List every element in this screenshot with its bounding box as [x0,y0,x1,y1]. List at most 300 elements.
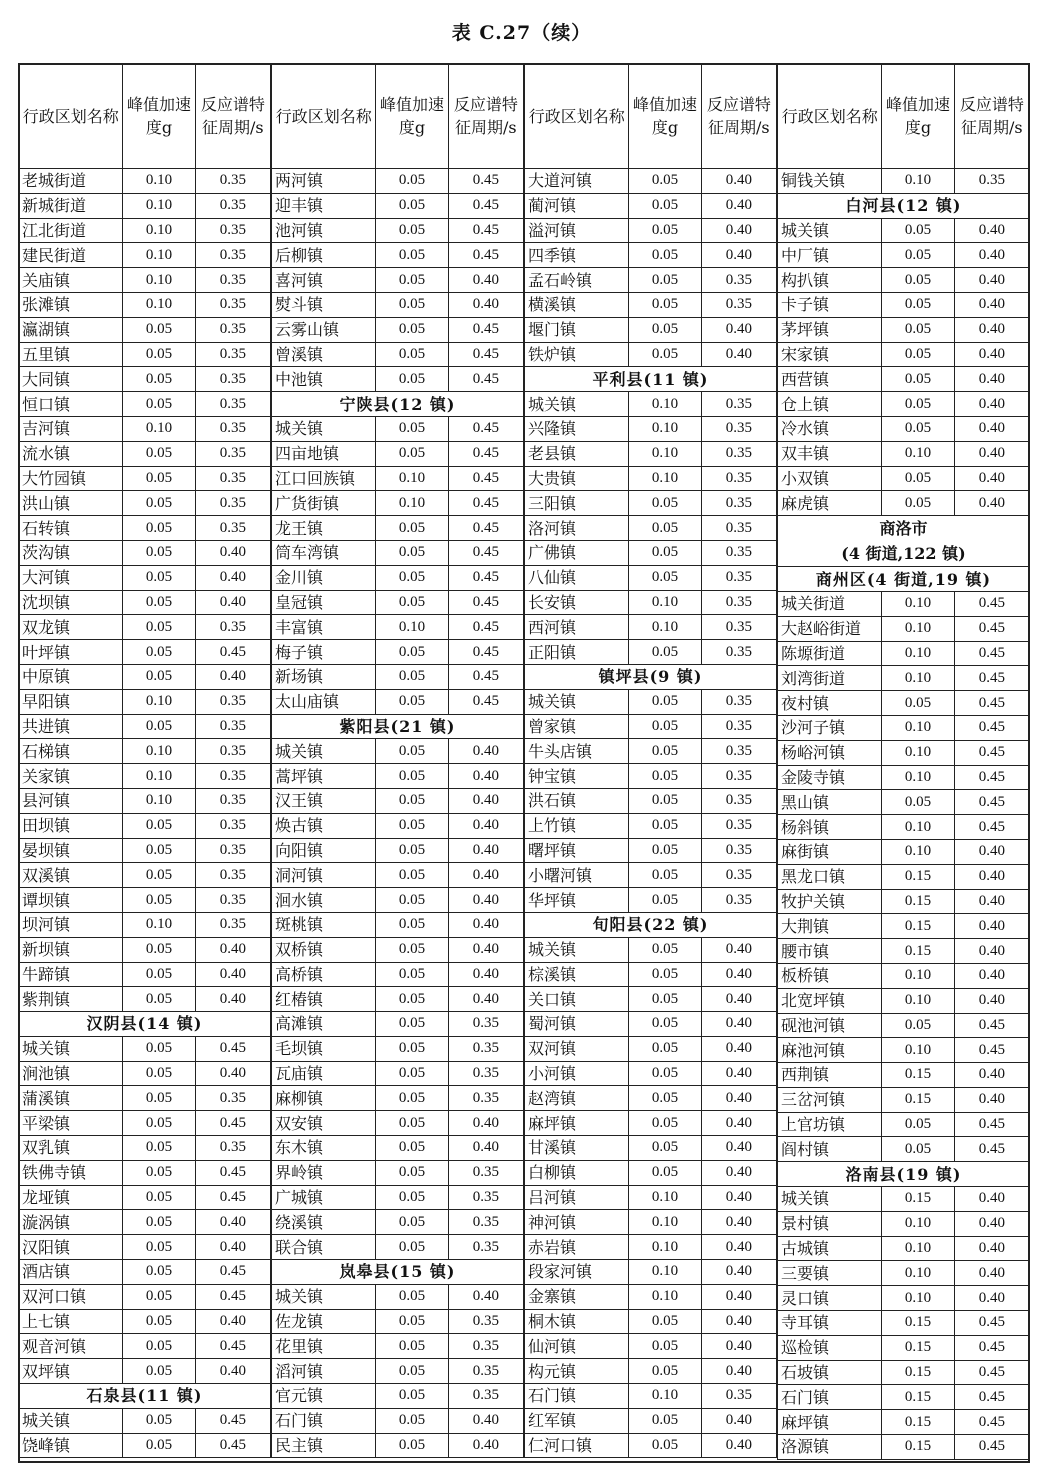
area-name-cell: 城关镇 [272,1284,376,1309]
period-cell: 0.40 [954,243,1029,268]
pga-cell: 0.05 [376,1309,448,1334]
table-row [19,788,271,813]
table-row [778,666,1030,691]
table-row [19,540,271,565]
period-cell: 0.40 [195,540,270,565]
area-name-cell: 观音河镇 [19,1334,123,1359]
area-name-cell: 城关镇 [19,1408,123,1433]
area-name-cell: 城关镇 [19,1036,123,1061]
table-row [778,691,1030,716]
pga-cell: 0.10 [882,740,954,765]
area-name-cell: 老县镇 [525,441,629,466]
pga-cell: 0.15 [882,914,954,939]
table-row [272,1359,524,1384]
table-row [525,292,777,317]
table-row [19,888,271,913]
area-name-cell: 联合镇 [272,1235,376,1260]
pga-cell: 0.10 [882,1038,954,1063]
table-row [778,1112,1030,1137]
period-cell: 0.40 [195,590,270,615]
table-row [19,1309,271,1334]
table-row [778,367,1030,392]
period-cell: 0.35 [195,193,270,218]
area-name-cell: 瓦庙镇 [272,1061,376,1086]
area-name-cell: 四季镇 [525,243,629,268]
area-name-cell: 新城街道 [19,193,123,218]
period-cell: 0.45 [195,1160,270,1185]
period-cell: 0.35 [701,565,776,590]
pga-cell: 0.05 [629,838,701,863]
area-name-cell: 新场镇 [272,664,376,689]
table-row [272,441,524,466]
pga-cell: 0.05 [882,342,954,367]
period-cell: 0.35 [195,863,270,888]
pga-cell: 0.05 [376,912,448,937]
area-name-cell: 杨斜镇 [778,815,882,840]
pga-cell: 0.05 [376,1061,448,1086]
pga-cell: 0.15 [882,1385,954,1410]
area-name-cell: 中原镇 [19,664,123,689]
table-row [272,590,524,615]
period-cell: 0.40 [954,342,1029,367]
period-cell: 0.40 [195,987,270,1012]
period-cell: 0.40 [954,367,1029,392]
table-row [778,1410,1030,1435]
pga-cell: 0.05 [629,689,701,714]
table-row [19,1160,271,1185]
pga-cell: 0.10 [629,1384,701,1409]
area-name-cell: 构扒镇 [778,268,882,293]
pga-cell: 0.05 [123,565,195,590]
period-cell: 0.40 [448,1284,523,1309]
area-name-cell: 熨斗镇 [272,292,376,317]
period-cell: 0.45 [954,1013,1029,1038]
pga-cell: 0.05 [629,788,701,813]
pga-cell: 0.05 [123,1160,195,1185]
table-row [778,815,1030,840]
table-column-3 [524,63,777,1458]
pga-cell: 0.05 [376,416,448,441]
period-cell: 0.35 [195,441,270,466]
period-cell: 0.40 [954,1087,1029,1112]
period-cell: 0.35 [701,1384,776,1409]
header-name: 行政区划名称 [272,64,376,169]
period-cell: 0.45 [195,1284,270,1309]
table-row [778,268,1030,293]
pga-cell: 0.05 [376,1433,448,1458]
area-name-cell: 甘溪镇 [525,1136,629,1161]
period-cell: 0.40 [954,914,1029,939]
pga-cell: 0.05 [123,1111,195,1136]
pga-cell: 0.05 [629,516,701,541]
period-cell: 0.40 [954,1211,1029,1236]
group-header: 紫阳县(21 镇) [272,714,524,739]
period-cell: 0.40 [195,1061,270,1086]
period-cell: 0.40 [195,937,270,962]
table-row [19,441,271,466]
table-row [272,169,524,194]
area-name-cell: 漩涡镇 [19,1210,123,1235]
pga-cell: 0.05 [376,888,448,913]
pga-cell: 0.05 [882,317,954,342]
period-cell: 0.40 [195,1210,270,1235]
pga-cell: 0.05 [882,790,954,815]
pga-cell: 0.10 [123,739,195,764]
table-row [525,1284,777,1309]
pga-cell: 0.15 [882,864,954,889]
period-cell: 0.35 [195,169,270,194]
area-name-cell: 三阳镇 [525,491,629,516]
period-cell: 0.40 [701,987,776,1012]
pga-cell: 0.05 [123,1235,195,1260]
pga-cell: 0.05 [123,714,195,739]
header-pga: 峰值加速度g [882,64,954,169]
header-period: 反应谱特征周期/s [954,64,1029,169]
period-cell: 0.40 [701,962,776,987]
area-name-cell: 汉王镇 [272,788,376,813]
pga-cell: 0.05 [882,491,954,516]
pga-cell: 0.05 [882,1013,954,1038]
period-cell: 0.40 [701,218,776,243]
table-row [272,1210,524,1235]
period-cell: 0.40 [448,863,523,888]
period-cell: 0.40 [701,169,776,194]
pga-cell: 0.10 [882,591,954,616]
area-name-cell: 卡子镇 [778,292,882,317]
pga-cell: 0.05 [882,691,954,716]
period-cell: 0.35 [701,813,776,838]
group-header-row [19,1012,271,1037]
table-column-2 [271,63,524,1458]
pga-cell: 0.05 [376,689,448,714]
pga-cell: 0.05 [376,565,448,590]
pga-cell: 0.05 [882,243,954,268]
period-cell: 0.35 [701,466,776,491]
area-name-cell: 两河镇 [272,169,376,194]
table-row [778,218,1030,243]
area-name-cell: 官元镇 [272,1384,376,1409]
area-name-cell: 瀛湖镇 [19,317,123,342]
table-row [19,640,271,665]
area-name-cell: 麻虎镇 [778,491,882,516]
table-row [778,1236,1030,1261]
period-cell: 0.35 [448,1012,523,1037]
table-row [272,689,524,714]
pga-cell: 0.05 [629,1408,701,1433]
table-row [19,367,271,392]
period-cell: 0.35 [195,218,270,243]
pga-cell: 0.05 [123,367,195,392]
pga-cell: 0.05 [629,739,701,764]
table-row [19,218,271,243]
pga-cell: 0.10 [123,788,195,813]
area-name-cell: 东木镇 [272,1136,376,1161]
area-name-cell: 双桥镇 [272,937,376,962]
area-name-cell: 迎丰镇 [272,193,376,218]
table-row [525,243,777,268]
pga-cell: 0.05 [882,1112,954,1137]
pga-cell: 0.05 [376,937,448,962]
table-row [778,392,1030,417]
table-row [19,1260,271,1285]
area-name-cell: 铁炉镇 [525,342,629,367]
area-name-cell: 龙垭镇 [19,1185,123,1210]
area-name-cell: 陈塬街道 [778,641,882,666]
area-name-cell: 洛河镇 [525,516,629,541]
period-cell: 0.45 [954,591,1029,616]
group-header-row [525,664,777,689]
period-cell: 0.40 [954,466,1029,491]
area-name-cell: 关庙镇 [19,268,123,293]
area-name-cell: 花里镇 [272,1334,376,1359]
period-cell: 0.45 [448,416,523,441]
area-name-cell: 石门镇 [272,1408,376,1433]
table-row [272,937,524,962]
period-cell: 0.40 [701,1160,776,1185]
period-cell: 0.40 [448,987,523,1012]
table-row [272,813,524,838]
pga-cell: 0.05 [629,987,701,1012]
pga-cell: 0.05 [376,739,448,764]
pga-cell: 0.05 [376,292,448,317]
table-row [778,292,1030,317]
table-row [525,863,777,888]
area-name-cell: 桐木镇 [525,1309,629,1334]
pga-cell: 0.05 [376,1036,448,1061]
area-name-cell: 曙坪镇 [525,838,629,863]
period-cell: 0.35 [701,739,776,764]
area-name-cell: 双坪镇 [19,1359,123,1384]
period-cell: 0.35 [701,590,776,615]
pga-cell: 0.05 [629,1086,701,1111]
area-name-cell: 建民街道 [19,243,123,268]
period-cell: 0.40 [701,1309,776,1334]
pga-cell: 0.05 [376,243,448,268]
pga-cell: 0.10 [882,839,954,864]
table-row [19,268,271,293]
period-cell: 0.40 [954,939,1029,964]
table-row [272,1036,524,1061]
table-row [272,466,524,491]
area-name-cell: 八仙镇 [525,565,629,590]
area-name-cell: 平梁镇 [19,1111,123,1136]
table-row [525,788,777,813]
area-name-cell: 关家镇 [19,764,123,789]
period-cell: 0.40 [954,218,1029,243]
table-row [525,739,777,764]
table-row [19,565,271,590]
period-cell: 0.40 [701,342,776,367]
area-name-cell: 正阳镇 [525,640,629,665]
table-row [778,1013,1030,1038]
table-row [272,317,524,342]
area-name-cell: 构元镇 [525,1359,629,1384]
area-name-cell: 民主镇 [272,1433,376,1458]
period-cell: 0.40 [701,1334,776,1359]
pga-cell: 0.10 [629,1185,701,1210]
area-name-cell: 巡检镇 [778,1335,882,1360]
table-row [272,1185,524,1210]
table-row [272,615,524,640]
table-row [525,615,777,640]
area-name-cell: 阎村镇 [778,1137,882,1162]
table-row [525,1160,777,1185]
pga-cell: 0.10 [882,441,954,466]
pga-cell: 0.05 [123,1334,195,1359]
period-cell: 0.40 [448,937,523,962]
table-row [19,1111,271,1136]
table-row [19,962,271,987]
table-row [19,714,271,739]
table-row [272,739,524,764]
pga-cell: 0.05 [123,1086,195,1111]
area-name-cell: 黑龙口镇 [778,864,882,889]
period-cell: 0.35 [701,888,776,913]
table-row [525,516,777,541]
table-row [778,889,1030,914]
group-header-row [272,1260,524,1285]
period-cell: 0.40 [195,565,270,590]
group-header: 平利县(11 镇) [525,367,777,392]
period-cell: 0.40 [448,788,523,813]
area-name-cell: 焕古镇 [272,813,376,838]
period-cell: 0.40 [954,317,1029,342]
pga-cell: 0.10 [123,218,195,243]
area-name-cell: 赤岩镇 [525,1235,629,1260]
pga-cell: 0.05 [629,813,701,838]
area-name-cell: 大贵镇 [525,466,629,491]
area-name-cell: 堰门镇 [525,317,629,342]
header-period: 反应谱特征周期/s [701,64,776,169]
pga-cell: 0.10 [629,392,701,417]
table-row [272,193,524,218]
period-cell: 0.45 [195,1260,270,1285]
period-cell: 0.40 [954,292,1029,317]
pga-cell: 0.05 [376,838,448,863]
pga-cell: 0.05 [123,1433,195,1458]
area-name-cell: 棕溪镇 [525,962,629,987]
period-cell: 0.45 [954,1311,1029,1336]
table-row [19,987,271,1012]
table-row [778,491,1030,516]
area-name-cell: 斑桃镇 [272,912,376,937]
table-row [778,1286,1030,1311]
area-name-cell: 上官坊镇 [778,1112,882,1137]
table-row [778,1311,1030,1336]
header-period: 反应谱特征周期/s [195,64,270,169]
table-row [19,764,271,789]
period-cell: 0.35 [701,540,776,565]
period-cell: 0.40 [701,937,776,962]
table-row [778,1385,1030,1410]
pga-cell: 0.05 [882,218,954,243]
table-row [778,1360,1030,1385]
period-cell: 0.45 [448,590,523,615]
area-name-cell: 仁河口镇 [525,1433,629,1458]
pga-cell: 0.10 [882,765,954,790]
area-name-cell: 大河镇 [19,565,123,590]
pga-cell: 0.10 [882,815,954,840]
area-name-cell: 金陵寺镇 [778,765,882,790]
period-cell: 0.35 [701,491,776,516]
group-header: 宁陕县(12 镇) [272,392,524,417]
table-row [525,268,777,293]
pga-cell: 0.10 [123,268,195,293]
group-header-row [778,193,1030,218]
pga-cell: 0.10 [629,615,701,640]
period-cell: 0.35 [701,292,776,317]
period-cell: 0.35 [195,243,270,268]
area-name-cell: 高滩镇 [272,1012,376,1037]
table-row [525,813,777,838]
pga-cell: 0.05 [123,1210,195,1235]
table-row [525,441,777,466]
area-name-cell: 兴隆镇 [525,416,629,441]
pga-cell: 0.05 [123,813,195,838]
table-row [525,937,777,962]
pga-cell: 0.05 [123,937,195,962]
area-name-cell: 涧池镇 [19,1061,123,1086]
period-cell: 0.35 [195,268,270,293]
period-cell: 0.40 [954,1261,1029,1286]
area-name-cell: 小曙河镇 [525,863,629,888]
pga-cell: 0.05 [123,317,195,342]
period-cell: 0.35 [195,416,270,441]
pga-cell: 0.05 [123,1061,195,1086]
period-cell: 0.40 [448,739,523,764]
table-row [19,1334,271,1359]
table-row [778,864,1030,889]
period-cell: 0.40 [195,1309,270,1334]
area-name-cell: 叶坪镇 [19,640,123,665]
area-name-cell: 共进镇 [19,714,123,739]
period-cell: 0.45 [954,790,1029,815]
pga-cell: 0.10 [629,466,701,491]
period-cell: 0.40 [195,1235,270,1260]
period-cell: 0.40 [954,491,1029,516]
area-name-cell: 段家河镇 [525,1260,629,1285]
period-cell: 0.45 [448,218,523,243]
table-row [272,838,524,863]
pga-cell: 0.05 [123,1309,195,1334]
area-name-cell: 饶峰镇 [19,1433,123,1458]
area-name-cell: 梅子镇 [272,640,376,665]
area-name-cell: 曾家镇 [525,714,629,739]
area-name-cell: 麻坪镇 [525,1111,629,1136]
period-cell: 0.40 [701,1433,776,1458]
area-name-cell: 关口镇 [525,987,629,1012]
period-cell: 0.35 [701,615,776,640]
area-name-cell: 坝河镇 [19,912,123,937]
pga-cell: 0.05 [629,714,701,739]
area-name-cell: 城关镇 [778,218,882,243]
area-name-cell: 洞河镇 [272,863,376,888]
area-name-cell: 北宽坪镇 [778,988,882,1013]
pga-cell: 0.05 [376,962,448,987]
pga-cell: 0.05 [123,392,195,417]
pga-cell: 0.05 [123,615,195,640]
pga-cell: 0.10 [882,963,954,988]
table-row [778,641,1030,666]
period-cell: 0.45 [195,1036,270,1061]
area-name-cell: 红椿镇 [272,987,376,1012]
table-row [525,1334,777,1359]
table-row [19,466,271,491]
period-cell: 0.40 [954,1236,1029,1261]
period-cell: 0.40 [448,1433,523,1458]
table-row [272,1111,524,1136]
table-row [778,169,1030,194]
